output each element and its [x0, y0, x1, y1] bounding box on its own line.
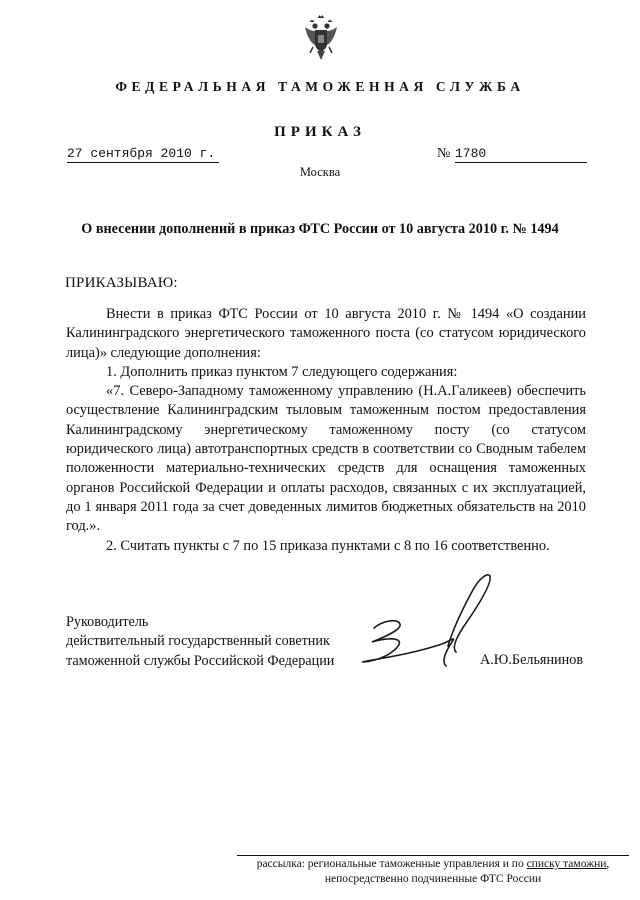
signer-position-line-1: Руководитель	[66, 614, 149, 630]
decree-word: ПРИКАЗЫВАЮ:	[65, 275, 178, 291]
order-number-label: №	[437, 146, 451, 161]
order-number: 1780	[455, 146, 587, 163]
signer-name: А.Ю.Бельянинов	[480, 652, 584, 668]
signer-position-line-2: действительный государственный советник	[66, 633, 330, 650]
paragraph-item-7-text: «7. Северо-Западному таможенному управлению (Н.А.Галикеев) обеспечить осуществление Калининградским тыловым таможенным постом предоставления Калининградскому энергетическому таможенному посту (со статусом юридического лица) автотранспортных средств в соответствии со Сводным табелем положенности материально-технических средств для оснащения таможенных органов Российской Федерации и оплаты расходов, связанных с их эксплуатацией, до 1 января 2011 года за счет доведенных лимитов бюджетных обязательств на 2010 год.».	[66, 383, 586, 535]
agency-name: ФЕДЕРАЛЬНАЯ ТАМОЖЕННАЯ СЛУЖБА	[115, 79, 525, 94]
distribution-underlined: списку таможни	[526, 858, 607, 870]
footer-divider	[237, 855, 629, 856]
distribution-prefix: рассылка: региональные таможенные управления и по	[256, 858, 527, 870]
order-city: Москва	[299, 165, 341, 179]
order-subject: О внесении дополнений в приказ ФТС России от 10 августа 2010 г. № 1494	[81, 221, 559, 237]
signer-position-line-3: таможенной службы Российской Федерации	[66, 652, 335, 669]
paragraph-item-1: 1. Дополнить приказ пунктом 7 следующего содержания:	[106, 363, 458, 380]
signature-block	[66, 613, 334, 671]
distribution-line-2: непосредственно подчиненные ФТС России	[324, 873, 542, 885]
distribution-suffix: ,	[606, 858, 610, 870]
order-body	[66, 305, 586, 556]
document-type: ПРИКАЗ	[274, 124, 366, 140]
paragraph-item-2: 2. Считать пункты с 7 по 15 приказа пунктами с 8 по 16 соответственно.	[106, 537, 550, 554]
distribution-note	[237, 857, 629, 887]
handwritten-signature	[352, 566, 497, 676]
coat-of-arms-icon	[301, 14, 341, 64]
order-date: 27 сентября 2010 г.	[67, 146, 219, 163]
paragraph-intro: Внести в приказ ФТС России от 10 августа 2010 г. № 1494 «О создании Калининградского энергетического таможенного поста (со статусом юридического лица)» следующие дополнения:	[66, 306, 586, 361]
